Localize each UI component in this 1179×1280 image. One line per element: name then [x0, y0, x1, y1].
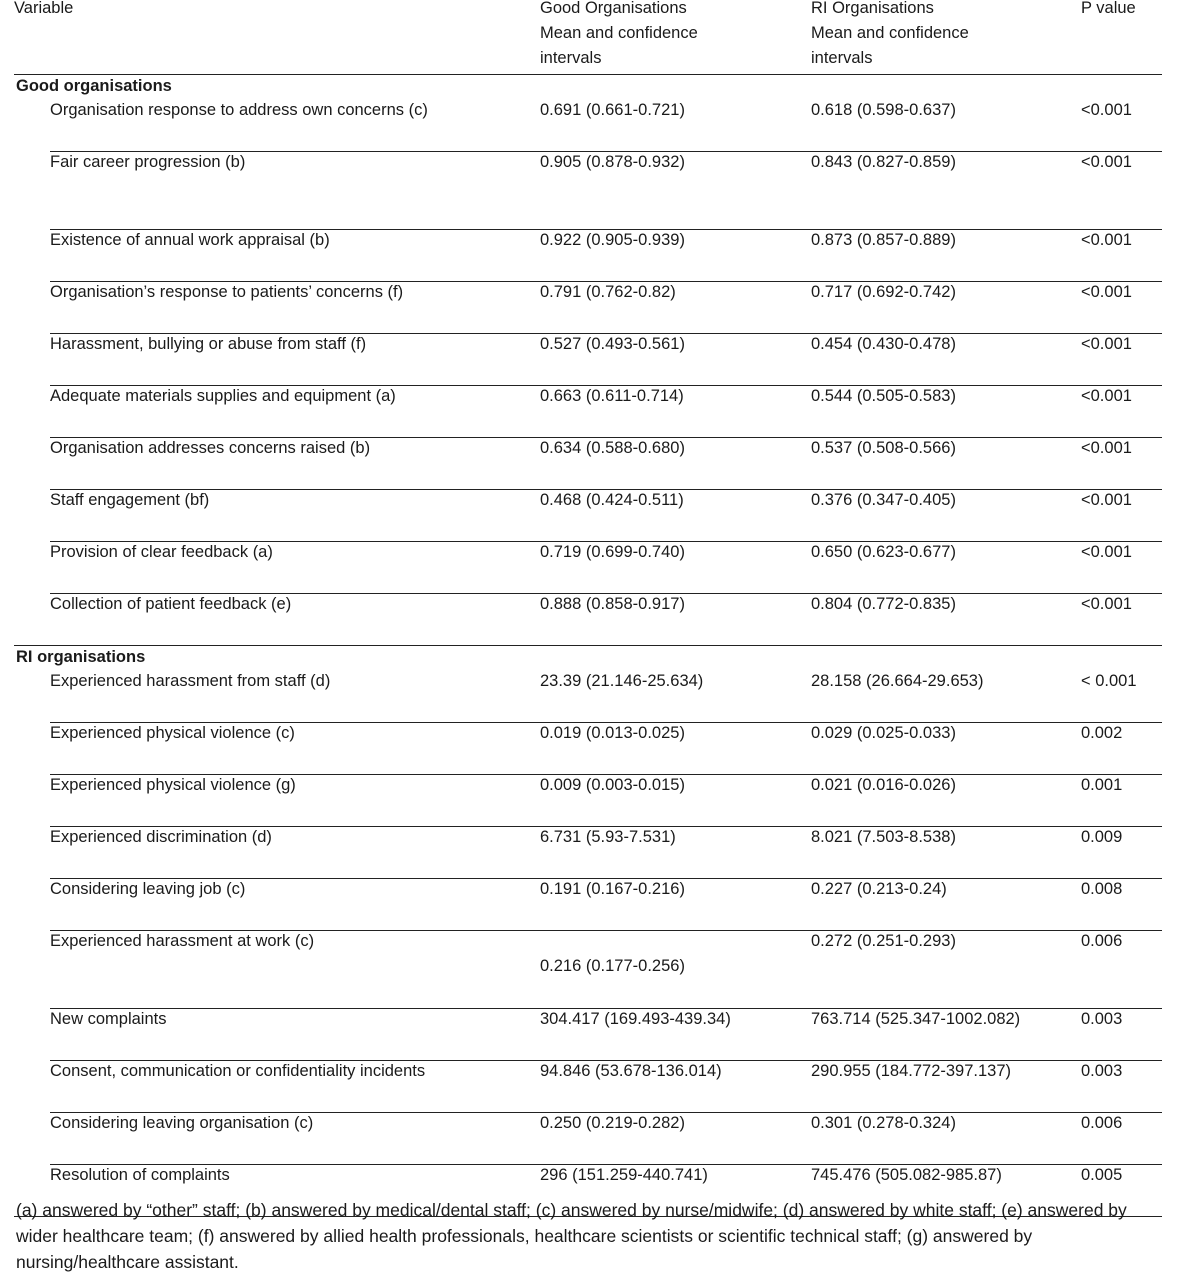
good-organisations-cell: 0.009 (0.003-0.015): [540, 776, 685, 794]
ri-organisations-cell: 0.650 (0.623-0.677): [811, 543, 956, 561]
variable-cell: Staff engagement (bf): [50, 491, 210, 509]
table-row: [50, 489, 1162, 541]
variable-cell: Experienced discrimination (d): [50, 828, 272, 846]
section-header-row: [14, 74, 1162, 100]
p-value-cell: 0.001: [1081, 776, 1123, 794]
ri-organisations-cell: 0.301 (0.278-0.324): [811, 1114, 956, 1132]
good-organisations-cell: 94.846 (53.678-136.014): [540, 1062, 722, 1080]
table-row: [50, 671, 1162, 722]
table-row: [50, 1008, 1162, 1060]
p-value-cell: <0.001: [1081, 101, 1132, 119]
p-value-cell: <0.001: [1081, 595, 1132, 613]
ri-organisations-cell: 0.873 (0.857-0.889): [811, 231, 956, 249]
table-row: [50, 333, 1162, 385]
variable-cell: Harassment, bullying or abuse from staff (f): [50, 335, 367, 353]
good-organisations-cell: 0.527 (0.493-0.561): [540, 335, 685, 353]
ri-organisations-cell: 0.021 (0.016-0.026): [811, 776, 956, 794]
good-organisations-cell: 0.250 (0.219-0.282): [540, 1114, 685, 1132]
variable-cell: New complaints: [50, 1010, 167, 1028]
variable-cell: Provision of clear feedback (a): [50, 543, 273, 561]
good-organisations-cell: 6.731 (5.93-7.531): [540, 828, 676, 846]
variable-cell: Resolution of complaints: [50, 1166, 230, 1184]
good-organisations-cell: 0.922 (0.905-0.939): [540, 231, 685, 249]
ri-organisations-cell: 0.843 (0.827-0.859): [811, 153, 956, 171]
p-value-cell: 0.002: [1081, 724, 1123, 742]
p-value-cell: 0.003: [1081, 1062, 1123, 1080]
table-row: [50, 1060, 1162, 1112]
table-row: [50, 437, 1162, 489]
variable-cell: Organisation addresses concerns raised (b): [50, 439, 371, 457]
ri-organisations-cell: 0.618 (0.598-0.637): [811, 101, 956, 119]
good-organisations-cell: 23.39 (21.146-25.634): [540, 672, 704, 690]
ri-organisations-cell: 8.021 (7.503-8.538): [811, 828, 956, 846]
ri-organisations-cell: 0.804 (0.772-0.835): [811, 595, 956, 613]
table-row: [50, 100, 1162, 151]
header-good-organisations: Good Organisations Mean and confidence intervals: [540, 0, 698, 67]
ri-organisations-cell: 28.158 (26.664-29.653): [811, 672, 984, 690]
good-organisations-cell: 0.691 (0.661-0.721): [540, 101, 685, 119]
table-row: [50, 593, 1162, 645]
variable-cell: Fair career progression (b): [50, 153, 246, 171]
p-value-cell: <0.001: [1081, 543, 1132, 561]
good-organisations-cell: 0.019 (0.013-0.025): [540, 724, 685, 742]
table-body: [14, 74, 1162, 1216]
table-row: [50, 229, 1162, 281]
good-organisations-cell: 0.905 (0.878-0.932): [540, 153, 685, 171]
ri-organisations-cell: 0.454 (0.430-0.478): [811, 335, 956, 353]
p-value-cell: 0.003: [1081, 1010, 1123, 1028]
table-row: [50, 930, 1162, 1008]
variable-cell: Considering leaving organisation (c): [50, 1114, 314, 1132]
p-value-cell: 0.006: [1081, 1114, 1123, 1132]
header-variable: Variable: [14, 0, 74, 17]
good-organisations-cell: 0.468 (0.424-0.511): [540, 491, 684, 509]
section-title: Good organisations: [16, 77, 172, 95]
p-value-cell: 0.005: [1081, 1166, 1123, 1184]
ri-organisations-cell: 0.544 (0.505-0.583): [811, 387, 956, 405]
table-row: [50, 281, 1162, 333]
good-organisations-cell: 304.417 (169.493-439.34): [540, 1010, 731, 1028]
good-organisations-cell: 0.191 (0.167-0.216): [540, 880, 685, 898]
p-value-cell: 0.009: [1081, 828, 1123, 846]
p-value-cell: 0.006: [1081, 932, 1123, 950]
p-value-cell: <0.001: [1081, 439, 1132, 457]
p-value-cell: 0.008: [1081, 880, 1123, 898]
table-row: [50, 878, 1162, 930]
table-footnote: (a) answered by “other” staff; (b) answered by medical/dental staff; (c) answered by nurse/midwife; (d) answered by white staff; (e) answered by wider healthcare team; (f) answered by allied health professionals, healthcare scientists or scientific technical staff; (g) answered by nursing/healthcare assistant.: [16, 1200, 1127, 1272]
variable-cell: Experienced harassment at work (c): [50, 932, 315, 950]
table-header-row: [14, 0, 1162, 74]
good-organisations-cell: 0.719 (0.699-0.740): [540, 543, 685, 561]
ri-organisations-cell: 0.227 (0.213-0.24): [811, 880, 947, 898]
table-row: [50, 774, 1162, 826]
ri-organisations-cell: 0.029 (0.025-0.033): [811, 724, 956, 742]
variable-cell: Experienced physical violence (c): [50, 724, 295, 742]
table-row: [50, 385, 1162, 437]
p-value-cell: <0.001: [1081, 231, 1132, 249]
good-organisations-cell: 0.791 (0.762-0.82): [540, 283, 676, 301]
p-value-cell: <0.001: [1081, 283, 1132, 301]
table-row: [50, 722, 1162, 774]
variable-cell: Collection of patient feedback (e): [50, 595, 292, 613]
good-organisations-cell: 0.216 (0.177-0.256): [540, 957, 685, 975]
section-title: RI organisations: [16, 648, 146, 666]
section-header-row: [14, 645, 1162, 671]
results-table: [14, 0, 1162, 1217]
variable-cell: Organisation response to address own concerns (c): [50, 101, 428, 119]
header-ri-organisations: RI Organisations Mean and confidence intervals: [811, 0, 969, 67]
ri-organisations-cell: 0.376 (0.347-0.405): [811, 491, 956, 509]
p-value-cell: <0.001: [1081, 387, 1132, 405]
variable-cell: Experienced physical violence (g): [50, 776, 296, 794]
header-p-value: P value: [1081, 0, 1136, 17]
ri-organisations-cell: 745.476 (505.082-985.87): [811, 1166, 1002, 1184]
table-row: [50, 541, 1162, 593]
variable-cell: Existence of annual work appraisal (b): [50, 231, 330, 249]
ri-organisations-cell: 0.717 (0.692-0.742): [811, 283, 956, 301]
ri-organisations-cell: 290.955 (184.772-397.137): [811, 1062, 1011, 1080]
good-organisations-cell: 0.888 (0.858-0.917): [540, 595, 685, 613]
variable-cell: Consent, communication or confidentiality incidents: [50, 1062, 426, 1080]
good-organisations-cell: 0.634 (0.588-0.680): [540, 439, 685, 457]
ri-organisations-cell: 0.537 (0.508-0.566): [811, 439, 956, 457]
table-row: [50, 1112, 1162, 1164]
p-value-cell: <0.001: [1081, 335, 1132, 353]
ri-organisations-cell: 763.714 (525.347-1002.082): [811, 1010, 1021, 1028]
p-value-cell: <0.001: [1081, 491, 1132, 509]
variable-cell: Organisation’s response to patients’ concerns (f): [50, 283, 404, 301]
good-organisations-cell: 296 (151.259-440.741): [540, 1166, 708, 1184]
table-row: [50, 826, 1162, 878]
p-value-cell: <0.001: [1081, 153, 1132, 171]
variable-cell: Considering leaving job (c): [50, 880, 246, 898]
good-organisations-cell: 0.663 (0.611-0.714): [540, 387, 684, 405]
variable-cell: Adequate materials supplies and equipment (a): [50, 387, 396, 405]
variable-cell: Experienced harassment from staff (d): [50, 672, 331, 690]
table-row: [50, 151, 1162, 229]
p-value-cell: < 0.001: [1081, 672, 1137, 690]
ri-organisations-cell: 0.272 (0.251-0.293): [811, 932, 956, 950]
